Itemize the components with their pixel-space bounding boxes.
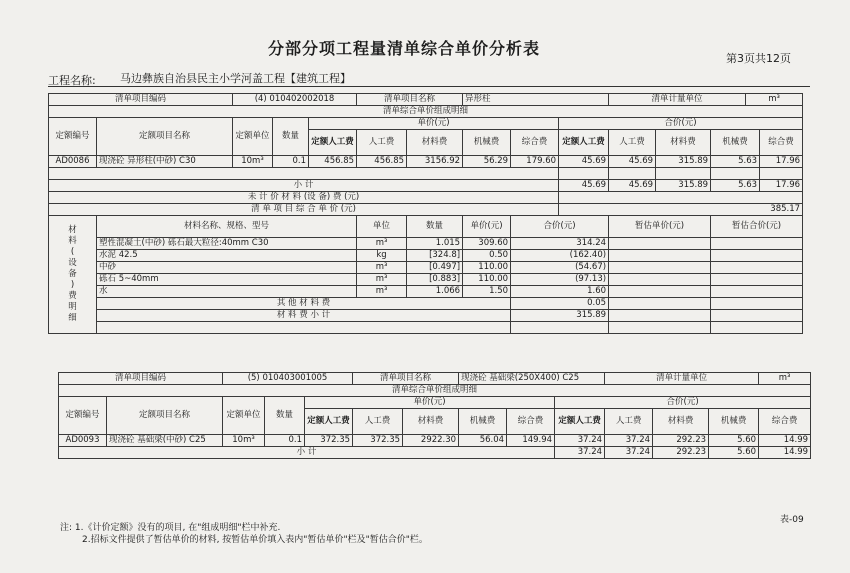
overall-header-2: 综合费	[507, 409, 555, 435]
unpriced-material-label: 未 计 价 材 料 (设 备) 费 (元)	[49, 192, 559, 204]
t-labor-header: 人工费	[609, 130, 656, 156]
material-row	[49, 262, 803, 274]
project-underline	[48, 86, 810, 87]
t-quota-labor-header-2: 定额人工费	[555, 409, 605, 435]
quota-code-header: 定额编号	[49, 118, 97, 156]
machine-header-2: 机械费	[459, 409, 507, 435]
other-material-label: 其 他 材 料 费	[97, 298, 511, 310]
row-qty: 0.1	[273, 156, 309, 168]
subtotal-machine: 5.63	[711, 180, 760, 192]
mat-name: 砾石 5~40mm	[97, 274, 357, 286]
subtotal-labor: 45.69	[609, 180, 656, 192]
bill-name-label: 清单项目名称	[357, 94, 463, 106]
material-header-2: 材料费	[403, 409, 459, 435]
quota-name-header-2: 定额项目名称	[107, 397, 223, 435]
row-material: 3156.92	[407, 156, 463, 168]
t-overall-header: 综合费	[760, 130, 803, 156]
unit-price-header: 单价(元)	[309, 118, 559, 130]
row-quota-code: AD0086	[49, 156, 97, 168]
unit-value-2: m³	[759, 373, 811, 385]
mat-price: 110.00	[463, 274, 511, 286]
material-detail-vertical-label: 材 料 ( 设 备 ) 费 明 细	[49, 216, 97, 334]
quota-labor-header: 定额人工费	[309, 130, 357, 156]
subtotal-material-2: 292.23	[653, 447, 709, 459]
analysis-table-1	[48, 93, 803, 334]
mat-total-header: 合价(元)	[511, 216, 609, 238]
total-price-header: 合价(元)	[559, 118, 803, 130]
machine-header: 机械费	[463, 130, 511, 156]
mat-total: 314.24	[511, 238, 609, 250]
mat-qty: [0.497]	[407, 262, 463, 274]
project-label: 工程名称:	[48, 74, 96, 87]
total-price-header-2: 合价(元)	[555, 397, 811, 409]
subtotal-overall-2: 14.99	[759, 447, 811, 459]
subtotal-material: 315.89	[656, 180, 711, 192]
row-t-labor-2: 37.24	[605, 435, 653, 447]
material-row	[49, 238, 803, 250]
row-unit: 10m³	[233, 156, 273, 168]
unit-value: m³	[746, 94, 803, 106]
quota-labor-header-2: 定额人工费	[305, 409, 353, 435]
footnote-1: 注: 1.《计价定额》没有的项目, 在"组成明细"栏中补充.	[60, 523, 281, 533]
bill-code-value: (4) 010402002018	[233, 94, 357, 106]
mat-qty: [0.883]	[407, 274, 463, 286]
mat-total: (54.67)	[511, 262, 609, 274]
unpriced-material-value	[559, 192, 803, 204]
row-overall: 179.60	[511, 156, 559, 168]
row-quota-name: 现浇砼 异形柱(中砂) C30	[97, 156, 233, 168]
quota-unit-header-2: 定额单位	[223, 397, 265, 435]
quantity-header-2: 数量	[265, 397, 305, 435]
row-t-machine-2: 5.60	[709, 435, 759, 447]
row-quota-labor-2: 372.35	[305, 435, 353, 447]
quantity-header: 数量	[273, 118, 309, 156]
row-t-overall-2: 14.99	[759, 435, 811, 447]
mat-total: 1.60	[511, 286, 609, 298]
t-labor-header-2: 人工费	[605, 409, 653, 435]
labor-header: 人工费	[357, 130, 407, 156]
t-quota-labor-header: 定额人工费	[559, 130, 609, 156]
t-material-header: 材料费	[656, 130, 711, 156]
row-quota-code-2: AD0093	[59, 435, 107, 447]
t-overall-header-2: 综合费	[759, 409, 811, 435]
material-row	[49, 274, 803, 286]
t-machine-header: 机械费	[711, 130, 760, 156]
bill-name-value: 异形柱	[463, 94, 609, 106]
row-t-overall: 17.96	[760, 156, 803, 168]
page-indicator: 第3页共12页	[726, 52, 791, 65]
mat-unit: m³	[357, 286, 407, 298]
mat-total: (162.40)	[511, 250, 609, 262]
row-machine: 56.29	[463, 156, 511, 168]
mat-name: 中砂	[97, 262, 357, 274]
subtotal-label-2: 小 计	[59, 447, 555, 459]
mat-name-header: 材料名称、规格、型号	[97, 216, 357, 238]
row-machine-2: 56.04	[459, 435, 507, 447]
est-price-header: 暂估单价(元)	[609, 216, 711, 238]
material-subtotal-label: 材 料 费 小 计	[97, 310, 511, 322]
mat-qty: 1.066	[407, 286, 463, 298]
footnote-2: 2.招标文件提供了暂估单价的材料, 按暂估单价填入表内"暂估单价"栏及"暂估合价"栏。	[82, 535, 428, 545]
bill-code-label: 清单项目编码	[49, 94, 233, 106]
row-quota-labor: 456.85	[309, 156, 357, 168]
bill-unit-price-label: 清 单 项 目 综 合 单 价 (元)	[49, 204, 559, 216]
mat-unit-header: 单位	[357, 216, 407, 238]
mat-unit: m³	[357, 262, 407, 274]
quota-name-header: 定额项目名称	[97, 118, 233, 156]
page-title: 分部分项工程量清单综合单价分析表	[268, 39, 541, 58]
row-t-quota-labor: 45.69	[559, 156, 609, 168]
composition-label: 清单综合单价组成明细	[49, 106, 803, 118]
mat-qty: 1.015	[407, 238, 463, 250]
subtotal-labor-2: 37.24	[605, 447, 653, 459]
mat-name: 水	[97, 286, 357, 298]
bill-code-label-2: 清单项目编码	[59, 373, 223, 385]
unit-label: 清单计量单位	[609, 94, 746, 106]
bill-name-value-2: 现浇砼 基础梁(250X400) C25	[459, 373, 605, 385]
row-labor-2: 372.35	[353, 435, 403, 447]
row-unit-2: 10m³	[223, 435, 265, 447]
quota-code-header-2: 定额编号	[59, 397, 107, 435]
form-number: 表-09	[780, 515, 804, 525]
mat-unit: m³	[357, 238, 407, 250]
subtotal-machine-2: 5.60	[709, 447, 759, 459]
mat-price: 309.60	[463, 238, 511, 250]
row-t-quota-labor-2: 37.24	[555, 435, 605, 447]
mat-name: 水泥 42.5	[97, 250, 357, 262]
row-overall-2: 149.94	[507, 435, 555, 447]
mat-price: 110.00	[463, 262, 511, 274]
mat-unit: m³	[357, 274, 407, 286]
composition-label-2: 清单综合单价组成明细	[59, 385, 811, 397]
mat-unit: kg	[357, 250, 407, 262]
other-material-value: 0.05	[511, 298, 609, 310]
mat-price: 0.50	[463, 250, 511, 262]
subtotal-quota-labor-2: 37.24	[555, 447, 605, 459]
t-machine-header-2: 机械费	[709, 409, 759, 435]
subtotal-overall: 17.96	[760, 180, 803, 192]
bill-code-value-2: (5) 010403001005	[223, 373, 353, 385]
subtotal-quota-labor: 45.69	[559, 180, 609, 192]
subtotal-label: 小 计	[49, 180, 559, 192]
row-t-material: 315.89	[656, 156, 711, 168]
unit-label-2: 清单计量单位	[605, 373, 759, 385]
material-row	[49, 286, 803, 298]
row-t-material-2: 292.23	[653, 435, 709, 447]
row-t-machine: 5.63	[711, 156, 760, 168]
mat-qty-header: 数量	[407, 216, 463, 238]
mat-qty: [324.8]	[407, 250, 463, 262]
row-material-2: 2922.30	[403, 435, 459, 447]
mat-total: (97.13)	[511, 274, 609, 286]
unit-price-header-2: 单价(元)	[305, 397, 555, 409]
row-t-labor: 45.69	[609, 156, 656, 168]
overall-header: 综合费	[511, 130, 559, 156]
material-row	[49, 250, 803, 262]
project-name: 马边彝族自治县民主小学河盖工程【建筑工程】	[120, 72, 351, 85]
est-total-header: 暂估合价(元)	[711, 216, 803, 238]
bill-unit-price-value: 385.17	[559, 204, 803, 216]
mat-name: 塑性混凝土(中砂) 砾石最大粒径:40mm C30	[97, 238, 357, 250]
row-quota-name-2: 现浇砼 基础梁(中砂) C25	[107, 435, 223, 447]
quota-unit-header: 定额单位	[233, 118, 273, 156]
material-header: 材料费	[407, 130, 463, 156]
row-qty-2: 0.1	[265, 435, 305, 447]
bill-name-label-2: 清单项目名称	[353, 373, 459, 385]
mat-price-header: 单价(元)	[463, 216, 511, 238]
analysis-table-2	[58, 372, 811, 459]
mat-price: 1.50	[463, 286, 511, 298]
row-labor: 456.85	[357, 156, 407, 168]
t-material-header-2: 材料费	[653, 409, 709, 435]
material-subtotal-value: 315.89	[511, 310, 609, 322]
labor-header-2: 人工费	[353, 409, 403, 435]
